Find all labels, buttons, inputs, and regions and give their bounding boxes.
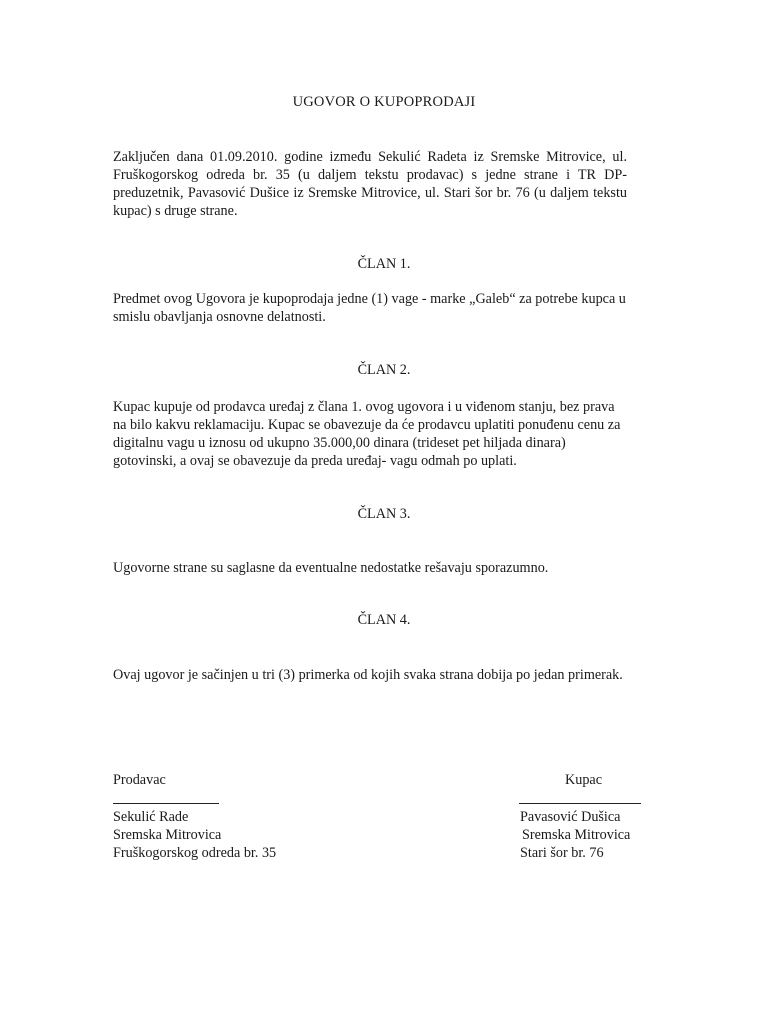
seller-name: Sekulić Rade (113, 809, 189, 825)
contract-intro: Zaključen dana 01.09.2010. godine između Sekulić Radeta iz Sremske Mitrovice, ul. Fruškogorskog odreda br. 35 (u daljem tekstu prodavac) s jedne strane i TR DP-preduzetnik, Pavasović Dušice iz Sremske Mitrovice, ul. Stari šor br. 76 (u daljem tekstu kupac) s druge strane. (113, 149, 627, 219)
article-1-heading: ČLAN 1. (357, 256, 411, 272)
seller-signature-line (113, 803, 219, 804)
buyer-name: Pavasović Dušica (520, 809, 621, 825)
buyer-role-label: Kupac (565, 772, 603, 788)
document-title: UGOVOR O KUPOPRODAJI (292, 94, 476, 110)
seller-address: Fruškogorskog odreda br. 35 (113, 845, 277, 861)
seller-role-label: Prodavac (113, 772, 166, 788)
article-2-text: Kupac kupuje od prodavca uređaj z člana 1. ovog ugovora i u viđenom stanju, bez prava na bilo kakvu reklamaciju. Kupac se obavezuje da će prodavcu uplatiti ponuđenu cenu za digitalnu vagu u iznosu od ukupno 35.000,00 dinara (trideset pet hiljada dinara) gotovinski, a ovaj se obavezuje da preda uređaj- vagu odmah po uplati. (113, 399, 621, 469)
article-1-text: Predmet ovog Ugovora je kupoprodaja jedne (1) vage - marke „Galeb“ za potrebe kupca u smislu obavljanja osnovne delatnosti. (113, 291, 626, 325)
buyer-city: Sremska Mitrovica (522, 827, 631, 843)
article-4-heading: ČLAN 4. (357, 612, 411, 628)
article-3-text: Ugovorne strane su saglasne da eventualne nedostatke rešavaju sporazumno. (113, 560, 549, 576)
seller-city: Sremska Mitrovica (113, 827, 222, 843)
article-2-heading: ČLAN 2. (357, 362, 411, 378)
article-4-text: Ovaj ugovor je sačinjen u tri (3) primerka od kojih svaka strana dobija po jedan primerak. (113, 667, 623, 683)
article-3-heading: ČLAN 3. (357, 506, 411, 522)
buyer-signature-line (519, 803, 641, 804)
buyer-address: Stari šor br. 76 (520, 845, 604, 861)
